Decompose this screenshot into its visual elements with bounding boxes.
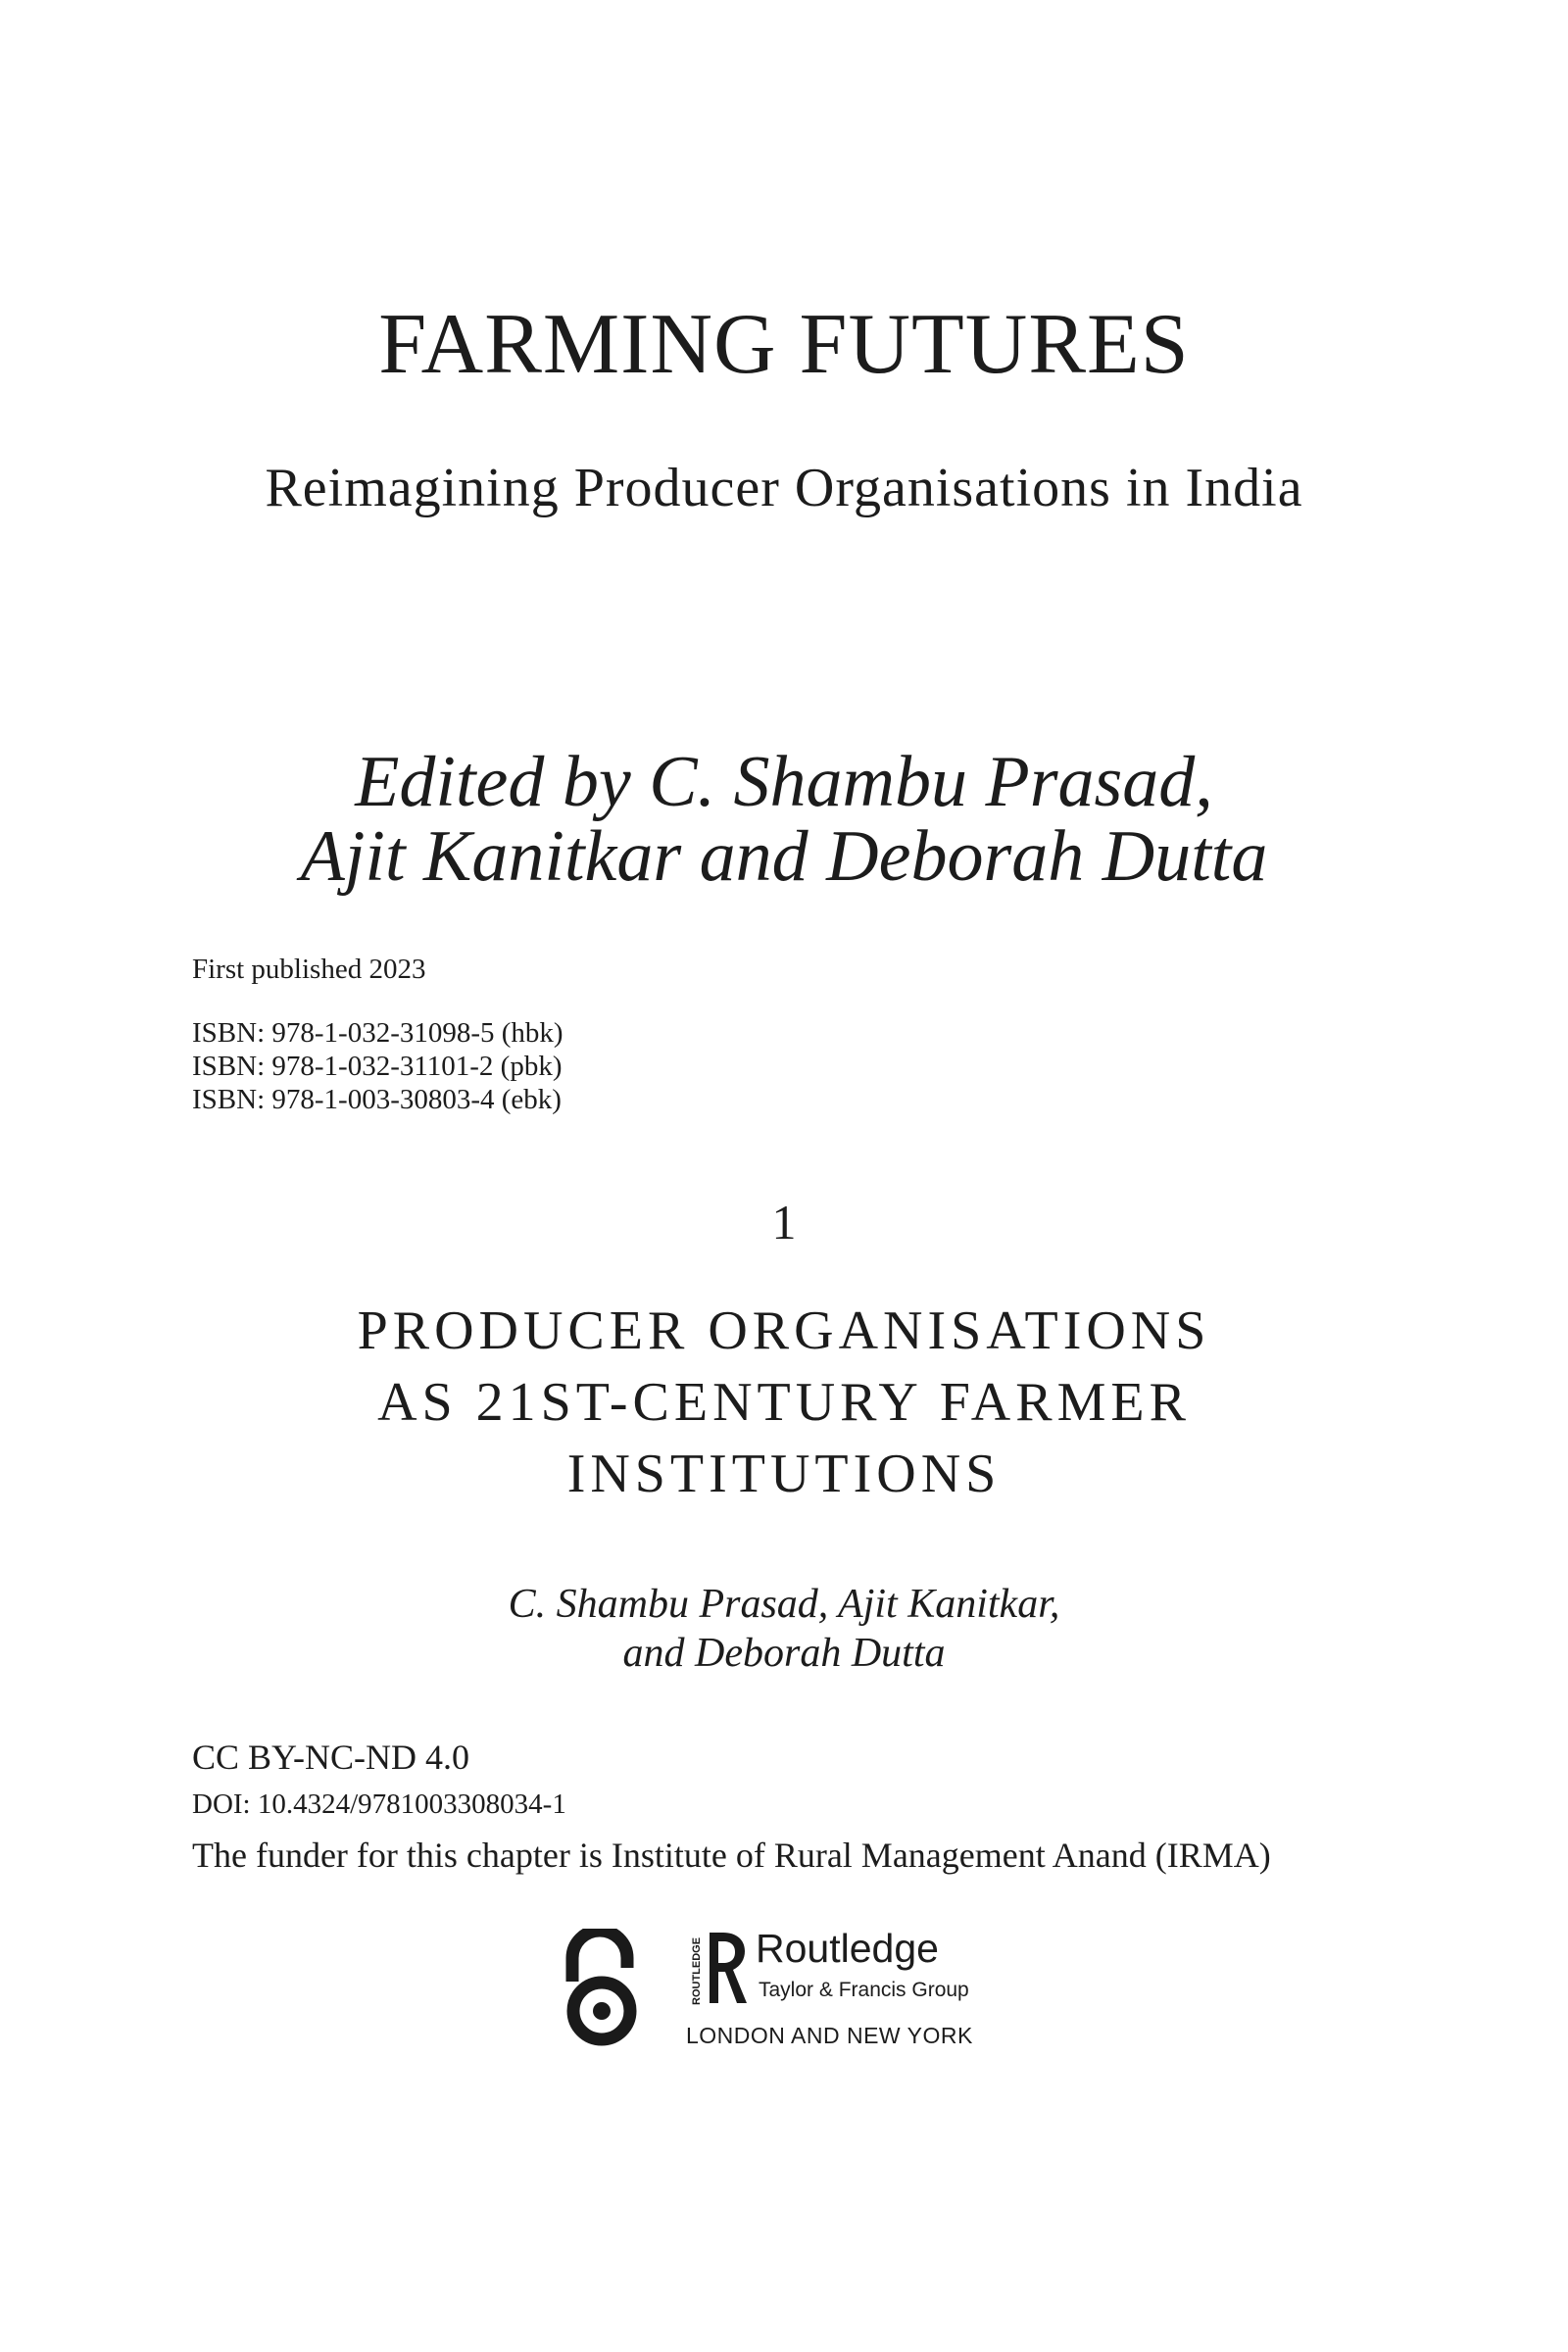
authors-line: C. Shambu Prasad, Ajit Kanitkar, (508, 1582, 1060, 1627)
chapter-title-line: AS 21ST-CENTURY FARMER (377, 1372, 1191, 1433)
book-subtitle: Reimagining Producer Organisations in India (265, 458, 1303, 518)
publisher-name: Routledge (756, 1926, 939, 1971)
editors-line: Ajit Kanitkar and Deborah Dutta (300, 816, 1268, 897)
isbn-list (192, 1016, 564, 1116)
isbn-ebk: ISBN: 978-1-003-30803-4 (ebk) (192, 1084, 562, 1115)
book-editors (0, 742, 1568, 897)
publisher-place: LONDON AND NEW YORK (686, 2023, 973, 2048)
routledge-vertical-wordmark: ROUTLEDGE (691, 1936, 703, 2005)
chapter-authors (0, 1580, 1568, 1678)
chapter-title (0, 1296, 1568, 1510)
book-title: FARMING FUTURES (378, 297, 1190, 392)
isbn-hbk: ISBN: 978-1-032-31098-5 (hbk) (192, 1017, 564, 1049)
isbn-pbk: ISBN: 978-1-032-31101-2 (pbk) (192, 1051, 563, 1082)
doi-text: DOI: 10.4324/9781003308034-1 (192, 1788, 566, 1820)
authors-line: and Deborah Dutta (622, 1631, 946, 1676)
editors-line: Edited by C. Shambu Prasad, (355, 742, 1213, 822)
chapter-title-line: PRODUCER ORGANISATIONS (357, 1300, 1211, 1361)
open-access-icon (555, 1929, 649, 2046)
chapter-title-line: INSTITUTIONS (566, 1444, 1002, 1504)
chapter-number: 1 (771, 1195, 797, 1250)
first-published: First published 2023 (192, 954, 426, 985)
funder-text: The funder for this chapter is Institute of Rural Management Anand (IRMA) (192, 1836, 1271, 1875)
routledge-logo-icon (686, 1929, 747, 2007)
publisher-group: Taylor & Francis Group (759, 1979, 969, 2001)
license-text: CC BY-NC-ND 4.0 (192, 1738, 470, 1777)
